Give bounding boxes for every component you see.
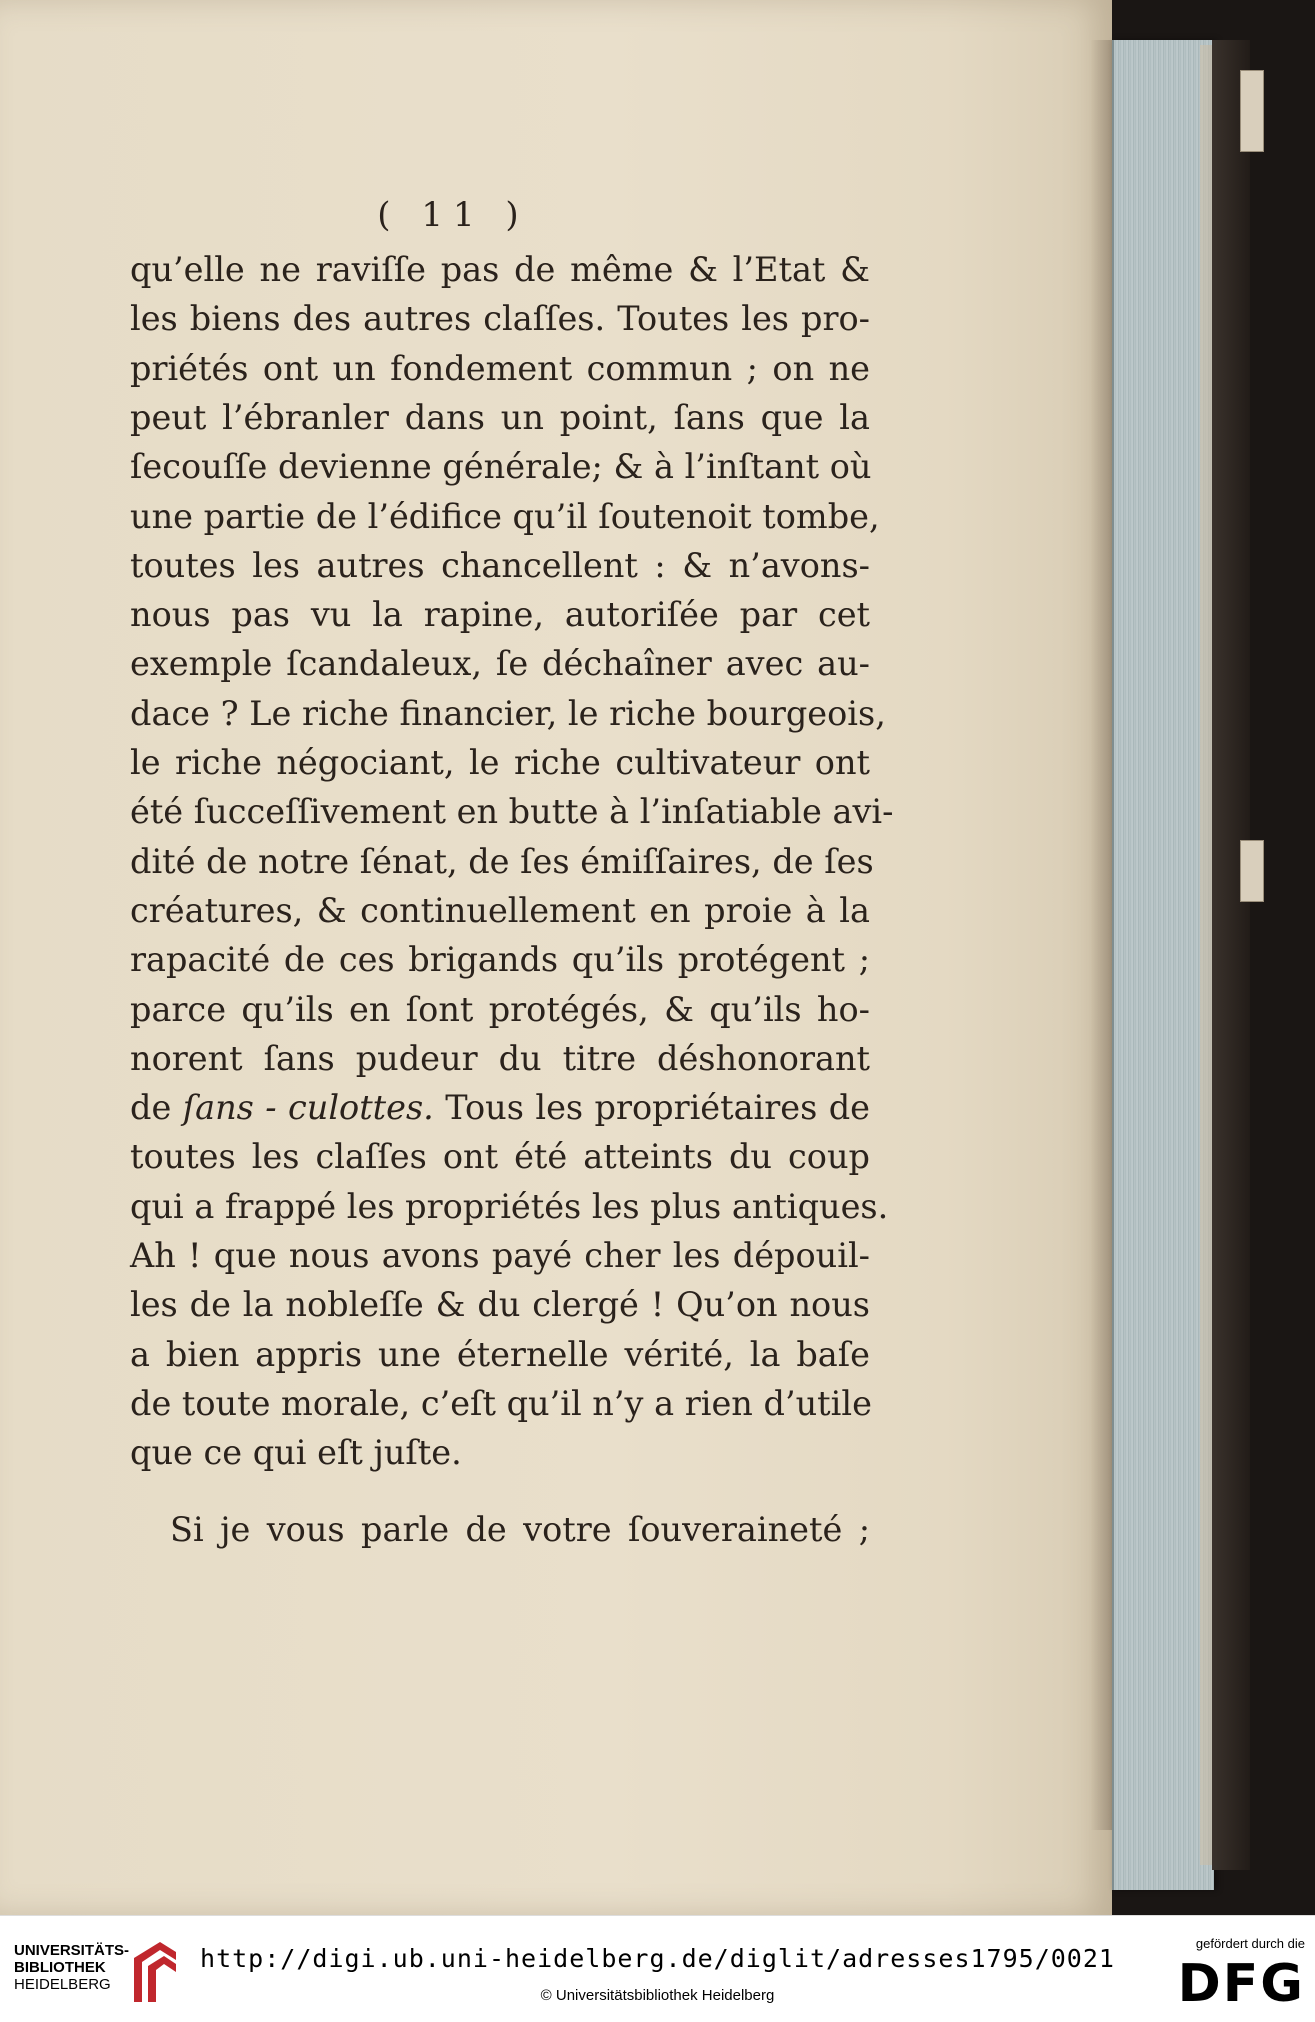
text-line-content: de toute morale, c’eſt qu’il n’y a rien d’utile bbox=[130, 1383, 872, 1423]
text-line-content: exemple ſcandaleux, ſe déchaîner avec au- bbox=[130, 644, 870, 684]
text-line-content: priétés ont un fondement commun ; on ne bbox=[130, 348, 870, 388]
text-line-content: toutes les autres chancellent : & n’avons- bbox=[130, 545, 870, 585]
text-line-content: été ſucceſſivement en butte à l’inſatiable avi- bbox=[130, 792, 894, 832]
text-line bbox=[130, 1236, 870, 1275]
text-line-content: une partie de l’édifice qu’il ſoutenoit tombe, bbox=[130, 496, 880, 536]
text-line-content: que ce qui eſt juſte. bbox=[130, 1433, 462, 1473]
text-line bbox=[130, 1383, 872, 1423]
text-line bbox=[130, 595, 870, 635]
page-number: ( 11 ) bbox=[377, 195, 529, 235]
book-cover bbox=[1212, 40, 1250, 1870]
text-line bbox=[130, 1334, 870, 1374]
text-line-content: dace ? Le riche financier, le riche bourgeois, bbox=[130, 693, 886, 733]
text-line bbox=[130, 299, 870, 339]
text-line bbox=[130, 743, 870, 782]
text-line-content: norent ſans pudeur du titre déshonorant bbox=[130, 1038, 870, 1078]
text-line-content: nous pas vu la rapine, autoriſée par cet bbox=[130, 595, 870, 635]
text-line-content: a bien appris une éternelle vérité, la baſe bbox=[130, 1334, 870, 1374]
text-line-content: les de la nobleſſe & du clergé ! Qu’on nous bbox=[130, 1285, 870, 1325]
funding-label: gefördert durch die bbox=[1195, 1936, 1305, 1951]
text-line-content: rapacité de ces brigands qu’ils protégent ; bbox=[130, 940, 870, 980]
italic-term: ſans - culottes. bbox=[182, 1088, 434, 1128]
library-name-line: BIBLIOTHEK bbox=[14, 1959, 106, 1976]
text-line bbox=[130, 989, 870, 1029]
text-line bbox=[170, 1509, 870, 1549]
text-line-content: les biens des autres claſſes. Toutes les pro- bbox=[130, 299, 870, 339]
text-line-content: dité de notre ſénat, de ſes émiſſaires, de ſes bbox=[130, 841, 874, 881]
text-line bbox=[130, 545, 870, 585]
text-line bbox=[130, 250, 870, 289]
text-line bbox=[130, 1285, 870, 1325]
library-name-line: UNIVERSITÄTS- bbox=[14, 1942, 130, 1959]
text-line bbox=[130, 1088, 870, 1128]
text-line bbox=[130, 693, 886, 733]
text-line-content: qui a frappé les propriétés les plus antiques. bbox=[130, 1186, 889, 1226]
cover-tab bbox=[1240, 70, 1264, 152]
text-line-content: qu’elle ne raviſſe pas de même & l’Etat & bbox=[130, 250, 870, 289]
text-line-content: peut l’ébranler dans un point, ſans que la bbox=[130, 397, 870, 437]
dfg-logo: DFG bbox=[1177, 1954, 1305, 2014]
text-line bbox=[130, 1186, 889, 1226]
text-line bbox=[130, 348, 870, 388]
text-line-content: Ah ! que nous avons payé cher les dépouil- bbox=[130, 1236, 870, 1275]
text-line bbox=[130, 1038, 870, 1078]
text-line-content: créatures, & continuellement en proie à la bbox=[130, 890, 870, 930]
text-line bbox=[130, 1137, 870, 1177]
text-line bbox=[130, 447, 872, 487]
text-line-content: parce qu’ils en ſont protégés, & qu’ils ho- bbox=[130, 989, 870, 1029]
library-name-line: HEIDELBERG bbox=[14, 1976, 111, 1993]
text-line-content: Tous les propriétaires de bbox=[433, 1088, 870, 1128]
book-page-edges bbox=[1112, 40, 1214, 1890]
text-line-content: de bbox=[130, 1088, 183, 1128]
text-line bbox=[130, 644, 870, 684]
text-line bbox=[130, 397, 870, 437]
text-line bbox=[130, 890, 870, 930]
text-line bbox=[130, 1433, 462, 1473]
text-line bbox=[130, 841, 874, 881]
text-line-content: le riche négociant, le riche cultivateur ont bbox=[130, 743, 870, 782]
text-line bbox=[130, 792, 894, 832]
cover-tab bbox=[1240, 840, 1264, 902]
viewer-footer bbox=[0, 1915, 1315, 2022]
permalink-url[interactable]: http://digi.ub.uni-heidelberg.de/diglit/adresses1795/0021 bbox=[200, 1944, 1115, 1973]
text-line-content: Si je vous parle de votre ſouveraineté ; bbox=[170, 1509, 870, 1549]
text-line-content: toutes les claſſes ont été atteints du coup bbox=[130, 1137, 870, 1177]
text-line bbox=[130, 940, 870, 980]
copyright-notice: © Universitätsbibliothek Heidelberg bbox=[540, 1987, 775, 2004]
text-line bbox=[130, 496, 880, 536]
text-line-content: ſecouſſe devienne générale; & à l’inſtant où bbox=[130, 447, 872, 487]
